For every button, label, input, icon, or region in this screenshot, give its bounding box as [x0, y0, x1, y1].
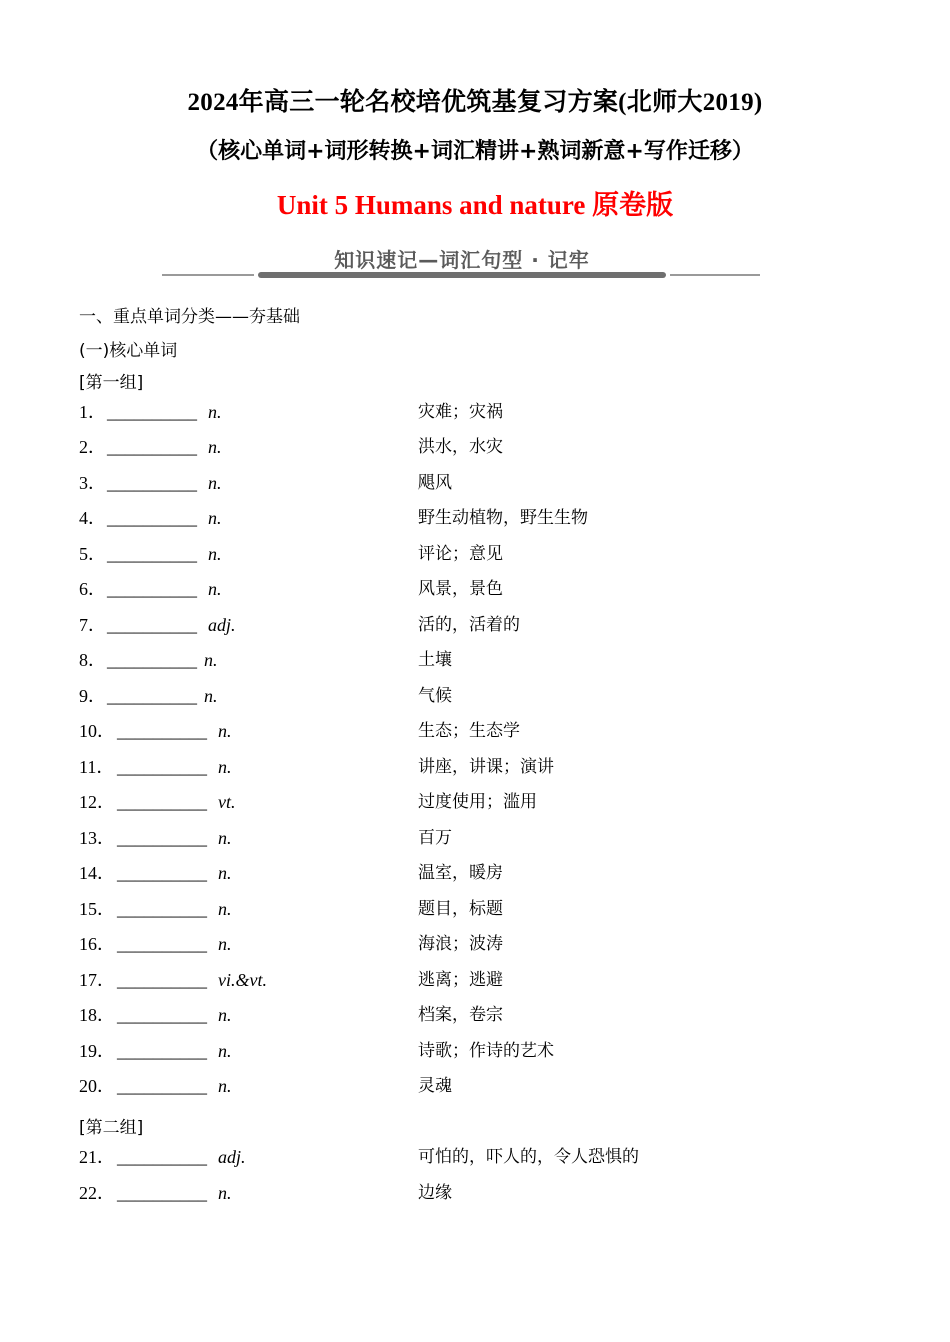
banner-divider-right: [670, 274, 760, 276]
answer-blank: __________: [107, 402, 197, 422]
chinese-meaning: 野生动植物，野生生物: [418, 508, 588, 528]
section-heading: 一、重点单词分类——夯基础: [79, 307, 300, 327]
answer-blank: __________: [117, 1147, 207, 1167]
vocab-item: [79, 716, 879, 746]
answer-blank: __________: [107, 437, 197, 457]
group-label: [第一组]: [79, 373, 144, 393]
answer-blank: __________: [117, 934, 207, 954]
vocab-item: [79, 1036, 879, 1066]
part-of-speech: n.: [218, 1041, 232, 1061]
item-number: 15．: [79, 899, 115, 919]
answer-blank: __________: [117, 863, 207, 883]
item-number: 17．: [79, 970, 115, 990]
item-number: 2．: [79, 437, 106, 457]
chinese-meaning: 边缘: [418, 1183, 452, 1203]
item-number: 21．: [79, 1147, 115, 1167]
vocab-item: [79, 468, 879, 498]
vocab-item: [79, 503, 879, 533]
chinese-meaning: 土壤: [418, 650, 452, 670]
banner-text: 知识速记—词汇句型 · 记牢: [334, 248, 590, 272]
group-label: [第二组]: [79, 1118, 144, 1138]
chinese-meaning: 可怕的，吓人的，令人恐惧的: [418, 1147, 639, 1167]
item-number: 13．: [79, 828, 115, 848]
item-number: 16．: [79, 934, 115, 954]
chinese-meaning: 诗歌；作诗的艺术: [418, 1041, 554, 1061]
item-number: 9．: [79, 686, 106, 706]
vocab-item: [79, 645, 879, 675]
document-title: 2024年高三一轮名校培优筑基复习方案(北师大2019): [187, 89, 763, 116]
part-of-speech: n.: [218, 757, 232, 777]
vocab-item: [79, 397, 879, 427]
part-of-speech: n.: [218, 1076, 232, 1096]
part-of-speech: n.: [218, 899, 232, 919]
chinese-meaning: 灵魂: [418, 1076, 452, 1096]
item-number: 11．: [79, 757, 115, 777]
chinese-meaning: 活的，活着的: [418, 615, 520, 635]
part-of-speech: n.: [208, 473, 222, 493]
item-number: 8．: [79, 650, 106, 670]
banner-divider-left: [162, 274, 254, 276]
vocab-item: [79, 1000, 879, 1030]
chinese-meaning: 过度使用；滥用: [418, 792, 537, 812]
item-number: 20．: [79, 1076, 115, 1096]
vocab-item: [79, 929, 879, 959]
section-subheading: (一)核心单词: [79, 341, 178, 361]
answer-blank: __________: [107, 650, 197, 670]
chinese-meaning: 百万: [418, 828, 452, 848]
answer-blank: __________: [107, 544, 197, 564]
item-number: 14．: [79, 863, 115, 883]
part-of-speech: adj.: [208, 615, 236, 635]
part-of-speech: n.: [218, 1005, 232, 1025]
vocab-item: [79, 574, 879, 604]
section-banner: [162, 244, 760, 284]
item-number: 7．: [79, 615, 106, 635]
vocab-item: [79, 539, 879, 569]
vocab-item: [79, 858, 879, 888]
part-of-speech: vt.: [218, 792, 236, 812]
part-of-speech: n.: [208, 579, 222, 599]
part-of-speech: n.: [218, 934, 232, 954]
chinese-meaning: 洪水，水灾: [418, 437, 503, 457]
part-of-speech: n.: [218, 863, 232, 883]
answer-blank: __________: [107, 615, 197, 635]
unit-title: Unit 5 Humans and nature 原卷版: [276, 190, 674, 220]
answer-blank: __________: [107, 579, 197, 599]
chinese-meaning: 讲座，讲课；演讲: [418, 757, 554, 777]
vocab-item: [79, 610, 879, 640]
item-number: 6．: [79, 579, 106, 599]
vocab-item: [79, 432, 879, 462]
part-of-speech: vi.&vt.: [218, 970, 267, 990]
answer-blank: __________: [107, 508, 197, 528]
answer-blank: __________: [117, 1183, 207, 1203]
part-of-speech: n.: [218, 828, 232, 848]
chinese-meaning: 海浪；波涛: [418, 934, 503, 954]
part-of-speech: n.: [208, 544, 222, 564]
vocab-item: [79, 894, 879, 924]
vocab-item: [79, 752, 879, 782]
vocab-item: [79, 787, 879, 817]
chinese-meaning: 气候: [418, 686, 452, 706]
item-number: 10．: [79, 721, 115, 741]
chinese-meaning: 温室，暖房: [418, 863, 503, 883]
vocab-item: [79, 1142, 879, 1172]
chinese-meaning: 灾难；灾祸: [418, 402, 503, 422]
part-of-speech: n.: [208, 437, 222, 457]
answer-blank: __________: [107, 686, 197, 706]
chinese-meaning: 档案，卷宗: [418, 1005, 503, 1025]
answer-blank: __________: [117, 792, 207, 812]
part-of-speech: adj.: [218, 1147, 246, 1167]
item-number: 3．: [79, 473, 106, 493]
vocab-item: [79, 965, 879, 995]
chinese-meaning: 生态；生态学: [418, 721, 520, 741]
chinese-meaning: 逃离；逃避: [418, 970, 503, 990]
answer-blank: __________: [117, 1041, 207, 1061]
part-of-speech: n.: [204, 686, 218, 706]
answer-blank: __________: [117, 721, 207, 741]
answer-blank: __________: [117, 1076, 207, 1096]
item-number: 5．: [79, 544, 106, 564]
chinese-meaning: 风景，景色: [418, 579, 503, 599]
answer-blank: __________: [117, 970, 207, 990]
item-number: 12．: [79, 792, 115, 812]
item-number: 18．: [79, 1005, 115, 1025]
part-of-speech: n.: [208, 402, 222, 422]
answer-blank: __________: [117, 757, 207, 777]
item-number: 19．: [79, 1041, 115, 1061]
item-number: 22．: [79, 1183, 115, 1203]
chinese-meaning: 飓风: [418, 473, 452, 493]
answer-blank: __________: [117, 1005, 207, 1025]
chinese-meaning: 题目，标题: [418, 899, 503, 919]
vocab-item: [79, 823, 879, 853]
part-of-speech: n.: [204, 650, 218, 670]
document-subtitle: （核心单词+词形转换+词汇精讲+熟词新意+写作迁移）: [196, 139, 754, 164]
item-number: 4．: [79, 508, 106, 528]
answer-blank: __________: [117, 828, 207, 848]
part-of-speech: n.: [208, 508, 222, 528]
part-of-speech: n.: [218, 1183, 232, 1203]
answer-blank: __________: [107, 473, 197, 493]
part-of-speech: n.: [218, 721, 232, 741]
item-number: 1．: [79, 402, 106, 422]
answer-blank: __________: [117, 899, 207, 919]
vocab-item: [79, 681, 879, 711]
vocab-item: [79, 1071, 879, 1101]
chinese-meaning: 评论；意见: [418, 544, 503, 564]
vocab-item: [79, 1178, 879, 1208]
